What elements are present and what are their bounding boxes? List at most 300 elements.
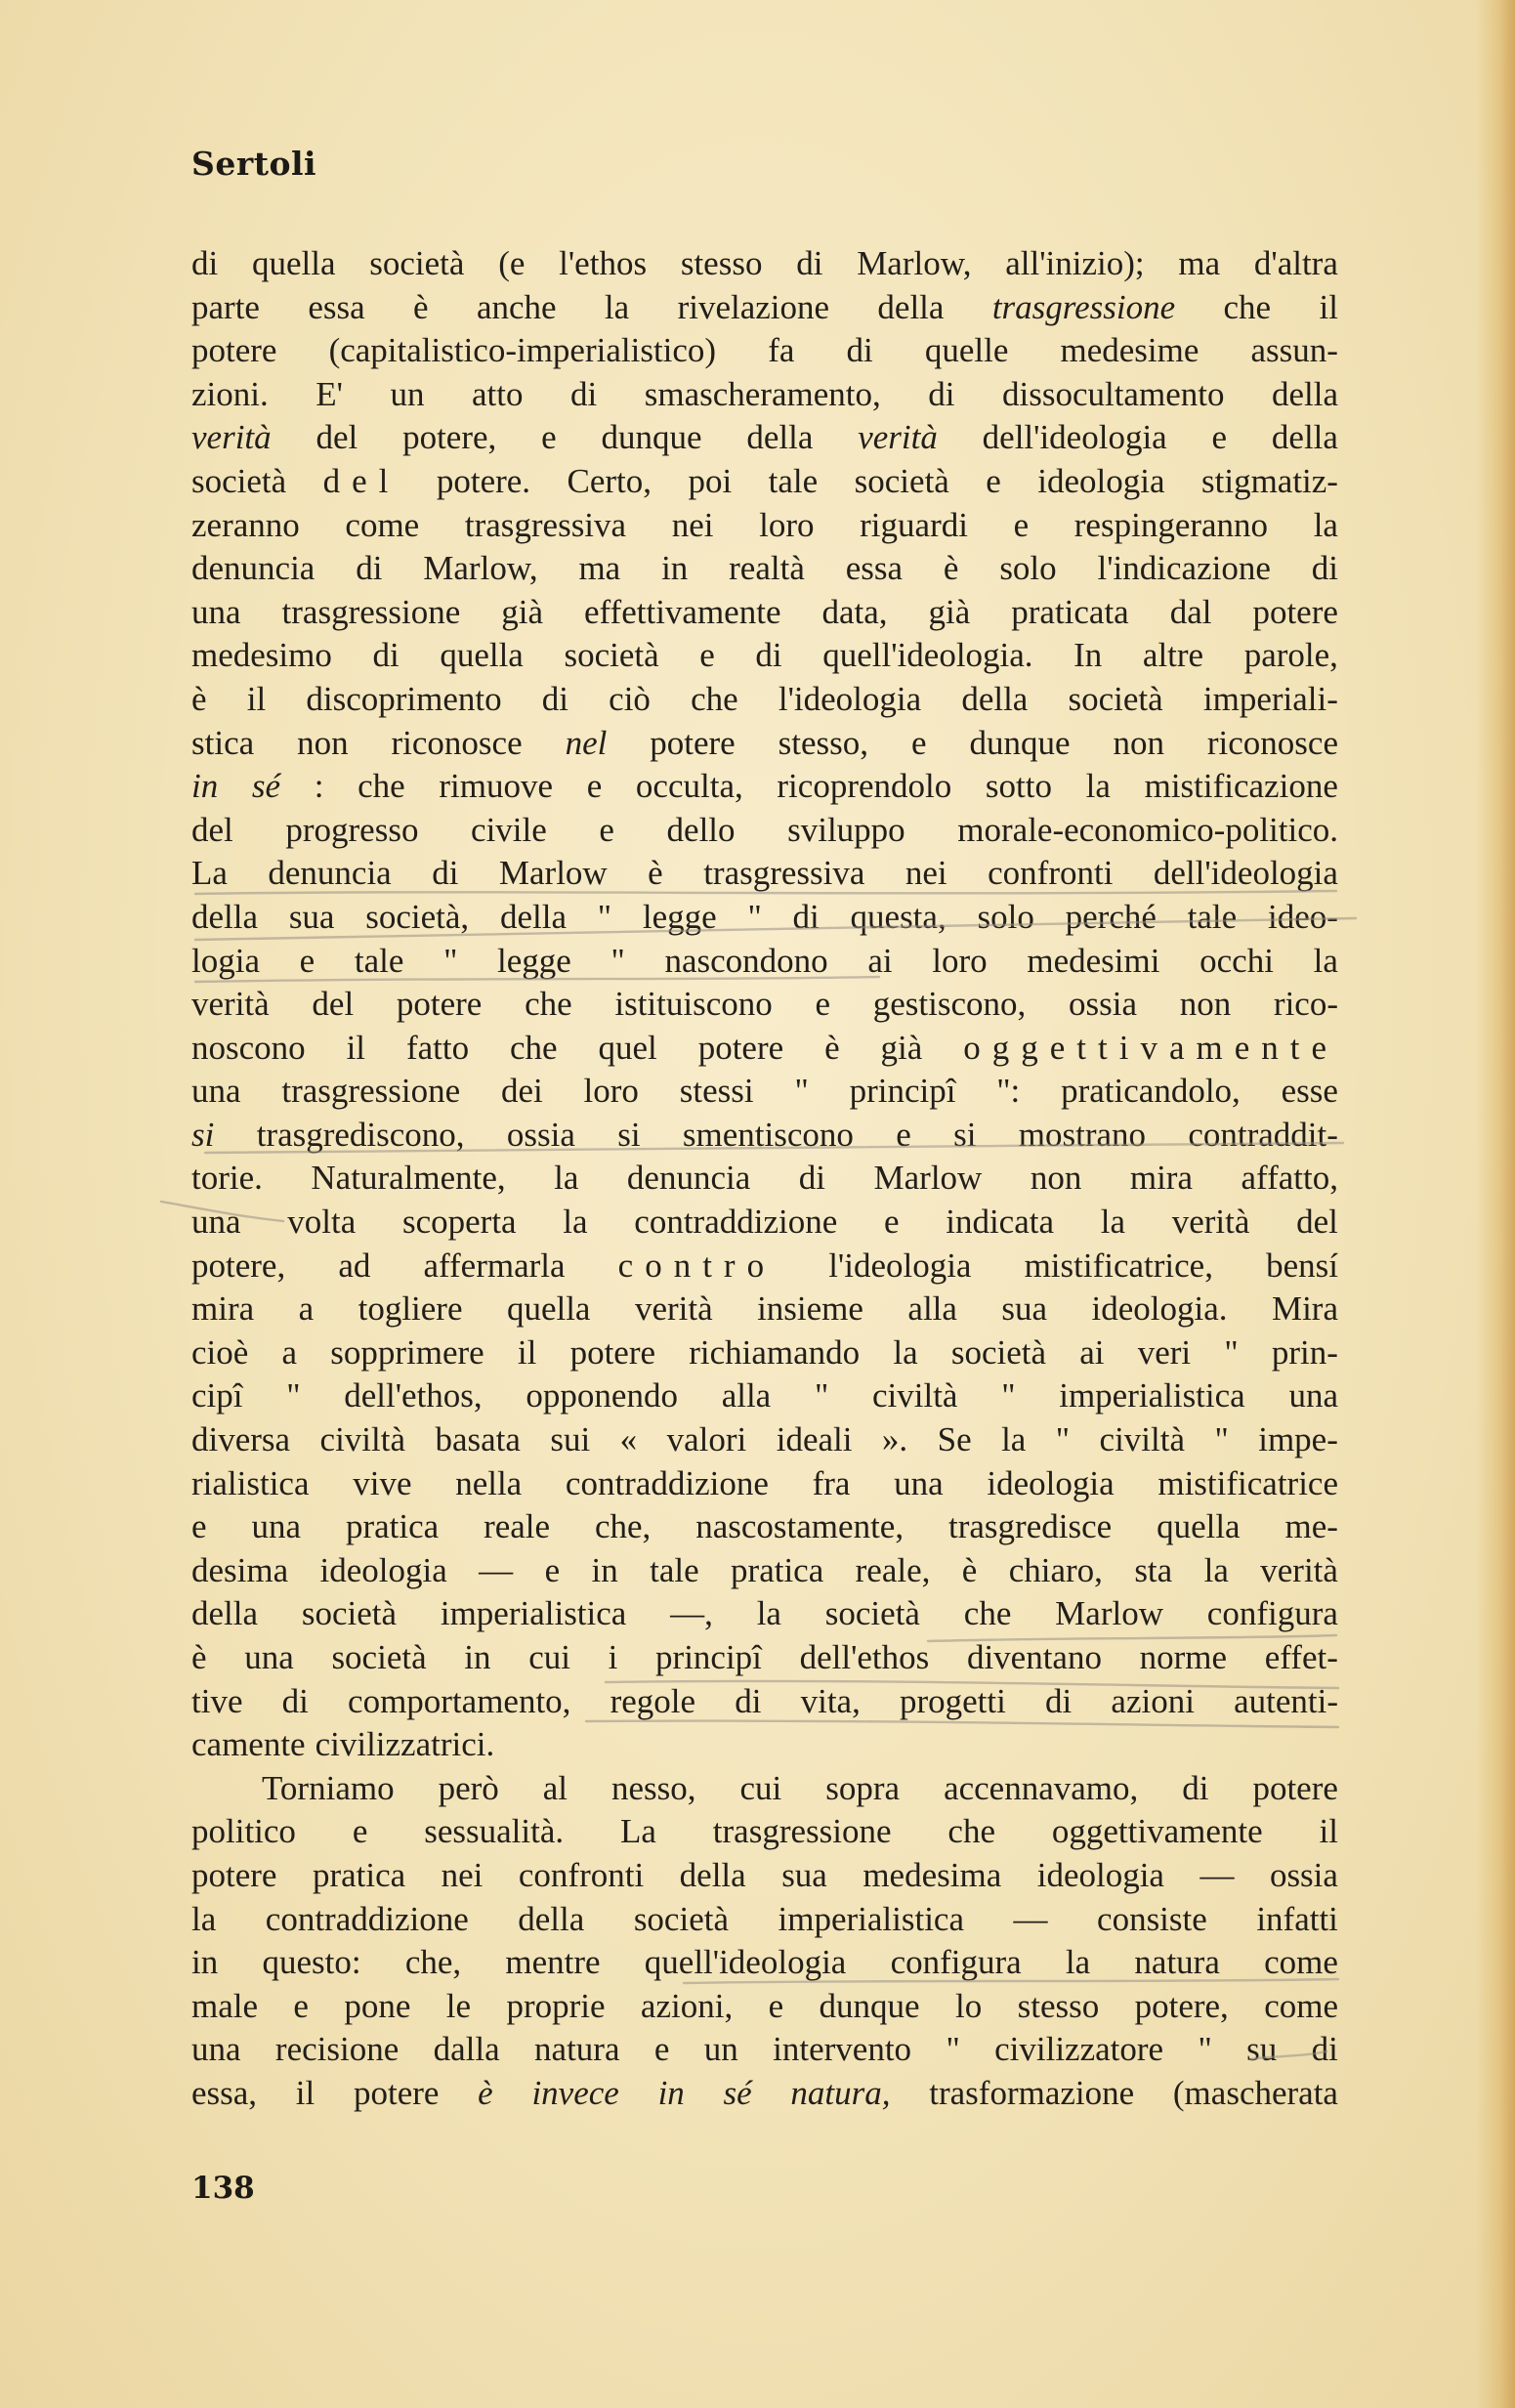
word: " — [286, 1376, 301, 1415]
word: medesimo — [191, 636, 332, 675]
word: Marlow, — [857, 244, 972, 282]
word: male — [191, 1986, 259, 2025]
word: infatti — [1256, 1899, 1338, 1938]
word: di — [796, 244, 823, 282]
word: tive — [191, 1681, 243, 1720]
word: cipî — [191, 1376, 243, 1415]
word: potere — [353, 2073, 440, 2112]
word: trasgredisce — [948, 1507, 1113, 1546]
word: verità — [634, 1289, 713, 1329]
word: di — [1311, 2030, 1338, 2069]
word: loro — [759, 505, 815, 544]
word: " — [443, 941, 458, 980]
word: pone — [344, 1986, 411, 2025]
word: cui — [528, 1638, 570, 1676]
word: al — [542, 1768, 568, 1807]
word: denuncia — [268, 854, 392, 893]
word: ideologia — [1037, 461, 1165, 500]
word: ai — [867, 941, 893, 980]
text-line — [191, 1767, 1338, 1811]
word: torie. — [191, 1159, 263, 1198]
word: sé — [251, 767, 281, 806]
word: società — [369, 244, 465, 282]
word: i — [608, 1638, 618, 1676]
word: il — [517, 1332, 537, 1372]
word: stigmatiz- — [1201, 461, 1338, 500]
word: desima — [191, 1550, 289, 1589]
word: assun- — [1250, 331, 1338, 370]
word: di — [1311, 549, 1338, 588]
word: la — [604, 287, 630, 326]
word: di — [1182, 1768, 1209, 1807]
word: opponendo — [526, 1376, 678, 1415]
word: — — [1013, 1899, 1048, 1938]
word: è — [191, 1638, 207, 1676]
word: ": — [996, 1072, 1021, 1111]
word: indicata — [946, 1203, 1055, 1242]
text-line — [191, 416, 1338, 460]
word: quelle — [924, 331, 1009, 370]
word: in — [191, 767, 219, 806]
word: rivelazione — [677, 287, 830, 326]
word: la — [893, 1332, 918, 1372]
word: ricoprendolo — [777, 767, 952, 806]
word: consiste — [1097, 1899, 1207, 1938]
word: dello — [666, 810, 736, 849]
word: stesso, — [778, 723, 869, 762]
word: Marlow, — [423, 549, 538, 588]
word: mira — [191, 1289, 255, 1329]
word: stesso — [1017, 1986, 1100, 2025]
word: verità — [858, 418, 938, 457]
word: denuncia — [191, 549, 316, 588]
text-line — [191, 1941, 1338, 1985]
word: civilizzatore — [994, 2030, 1164, 2069]
word: affatto, — [1241, 1159, 1338, 1198]
word: civiltà — [1099, 1420, 1186, 1459]
word: legge — [642, 897, 717, 936]
word: mistificazione — [1144, 767, 1338, 806]
word: trasformazione — [929, 2073, 1135, 2112]
text-line — [191, 2028, 1338, 2072]
text-line — [191, 1374, 1338, 1418]
word: — — [1199, 1855, 1235, 1894]
word: me- — [1284, 1507, 1338, 1546]
word: " — [597, 897, 612, 936]
word: trasgressione — [991, 287, 1176, 326]
word: confronti — [988, 854, 1114, 893]
running-head: Sertoli — [191, 145, 317, 183]
word: la — [1203, 1550, 1229, 1589]
word: una — [244, 1638, 294, 1676]
word: trasgressione — [281, 1072, 461, 1111]
word: di — [735, 1681, 762, 1720]
word: contraddizione — [634, 1203, 838, 1242]
word: ma — [1178, 244, 1221, 282]
word: e — [883, 1203, 900, 1242]
word: confronti — [518, 1855, 645, 1894]
word: veri — [1137, 1332, 1192, 1372]
word: che — [963, 1594, 1012, 1633]
word: è — [478, 2073, 493, 2112]
word: intervento — [773, 2030, 912, 2069]
word: richiamando — [689, 1332, 861, 1372]
page-number: 138 — [191, 2171, 255, 2206]
word: la — [554, 1159, 579, 1198]
word: l'ideologia — [778, 679, 922, 718]
word: che — [691, 679, 738, 718]
word: a — [281, 1332, 298, 1372]
body-text — [191, 242, 1338, 2116]
word: mira — [1129, 1159, 1193, 1198]
word: della — [1271, 418, 1338, 457]
word: dell'ethos — [799, 1638, 930, 1676]
word: " — [946, 2030, 960, 2069]
page-edge-shadow — [1476, 0, 1515, 2408]
word: chiaro, — [1008, 1550, 1103, 1589]
word: " — [1214, 1420, 1229, 1459]
word: ossia — [506, 1115, 575, 1154]
text-line — [191, 1418, 1338, 1462]
word: in — [591, 1550, 618, 1589]
text-line — [191, 242, 1338, 286]
word: la — [1313, 941, 1338, 980]
word: sessualità. — [424, 1812, 565, 1851]
word: quell'ideologia — [644, 1943, 847, 1982]
word: potere — [191, 331, 277, 370]
word: il — [295, 2073, 316, 2112]
word: tale — [354, 941, 404, 980]
word: rimuove — [439, 767, 554, 806]
word: contraddizione — [265, 1899, 469, 1938]
word: volta — [287, 1203, 357, 1242]
word: una — [251, 1507, 302, 1546]
text-line — [191, 547, 1338, 591]
word: perché — [1065, 897, 1157, 936]
word: medesimi — [1027, 941, 1160, 980]
word: e — [586, 767, 603, 806]
word: alla — [721, 1376, 772, 1415]
word: loro — [583, 1072, 639, 1111]
word: su — [1246, 2030, 1278, 2069]
word: non — [297, 723, 349, 762]
word: " — [747, 897, 762, 936]
word: ai — [1079, 1332, 1105, 1372]
word: della — [679, 1855, 746, 1894]
word: progetti — [899, 1681, 1006, 1720]
word: del — [312, 985, 355, 1024]
word: ossia — [1068, 985, 1137, 1024]
word: " — [1224, 1332, 1239, 1372]
word: zioni. — [191, 374, 269, 413]
word: che — [358, 767, 405, 806]
word: la — [563, 1203, 588, 1242]
word: politico — [191, 1812, 296, 1851]
word: del — [322, 461, 400, 500]
word: rialistica — [191, 1463, 310, 1502]
word: a — [298, 1289, 315, 1329]
word: Naturalmente, — [311, 1159, 506, 1198]
word: alla — [907, 1289, 957, 1329]
word: come — [345, 505, 420, 544]
word: di — [798, 1159, 825, 1198]
word: nel — [565, 723, 608, 762]
word: poi — [688, 461, 733, 500]
word: imperialistica — [440, 1594, 627, 1633]
text-line — [191, 286, 1338, 330]
word: ad — [338, 1246, 371, 1285]
word: di — [792, 897, 820, 936]
word: l'ideologia — [828, 1246, 972, 1285]
word: oggettivamente — [1051, 1812, 1263, 1851]
text-line — [191, 1331, 1338, 1375]
word: che — [510, 1028, 558, 1067]
word: una — [191, 592, 241, 631]
word: cioè — [191, 1332, 249, 1372]
word: sui — [550, 1420, 591, 1459]
word: già — [501, 592, 544, 631]
word: vita, — [800, 1681, 861, 1720]
word: verità — [191, 418, 272, 457]
word: in — [464, 1638, 491, 1676]
word: non — [1113, 723, 1164, 762]
word: del — [1296, 1203, 1338, 1242]
word: di — [755, 636, 782, 675]
word: dei — [500, 1072, 543, 1111]
word: fa — [768, 331, 795, 370]
text-line — [191, 809, 1338, 853]
word: civiltà — [871, 1376, 958, 1415]
word: civilizzatrici. — [315, 1725, 495, 1764]
text-line — [191, 765, 1338, 809]
word: di — [569, 374, 598, 413]
word: e — [815, 985, 831, 1024]
word: — — [479, 1550, 514, 1589]
word: il — [1319, 287, 1338, 326]
word: noscono — [191, 1028, 306, 1067]
word: nascondono — [664, 941, 828, 980]
word: sé — [723, 2073, 752, 2112]
word: " — [814, 1376, 829, 1415]
text-line — [191, 1985, 1338, 2029]
word: della — [961, 679, 1029, 718]
word: ideo- — [1267, 897, 1338, 936]
word: di — [928, 374, 955, 413]
word: e — [299, 941, 316, 980]
word: principî — [655, 1638, 762, 1676]
word: e — [544, 1550, 561, 1589]
word: realtà — [729, 549, 805, 588]
word: di — [432, 854, 459, 893]
word: del — [191, 810, 233, 849]
word: potere. — [436, 461, 531, 500]
word: Marlow — [498, 854, 608, 893]
word: potere — [697, 1028, 784, 1067]
word: e — [352, 1812, 368, 1851]
word: società — [191, 461, 287, 500]
word: come — [1264, 1943, 1338, 1982]
word: le — [445, 1986, 472, 2025]
text-line — [191, 1027, 1338, 1071]
word: Se — [937, 1420, 972, 1459]
word: quella — [506, 1289, 591, 1329]
word: d'altra — [1253, 244, 1338, 282]
word: dunque — [601, 418, 702, 457]
word: quella — [1157, 1507, 1241, 1546]
word: trasgressione — [712, 1812, 892, 1851]
word: il — [1319, 1812, 1338, 1851]
text-line — [191, 896, 1338, 940]
word: logia — [191, 941, 260, 980]
word: impe- — [1258, 1420, 1338, 1459]
word: (e — [498, 244, 526, 282]
word: potere, — [1134, 1986, 1229, 2025]
word: società, — [365, 897, 470, 936]
word: sotto — [985, 767, 1052, 806]
word: che — [525, 985, 572, 1024]
word: solo — [999, 549, 1057, 588]
word: nei — [671, 505, 714, 544]
word: già — [928, 592, 971, 631]
word: esse — [1281, 1072, 1338, 1111]
word: e — [768, 1986, 784, 2025]
text-line — [191, 1201, 1338, 1245]
word: nei — [905, 854, 947, 893]
word: potere — [191, 1855, 277, 1894]
word: verità — [1260, 1550, 1338, 1589]
word: " — [610, 941, 625, 980]
word: la — [191, 1899, 217, 1938]
word: sta — [1134, 1550, 1173, 1589]
word: però — [438, 1768, 499, 1807]
text-line — [191, 373, 1338, 417]
word: imperialistica — [1059, 1376, 1245, 1415]
word: dell'ideologia — [982, 418, 1167, 457]
word: e — [541, 418, 557, 457]
word: solo — [977, 897, 1034, 936]
text-line — [191, 940, 1338, 984]
word: il — [246, 679, 267, 718]
word: società — [564, 636, 659, 675]
word: in — [191, 1943, 219, 1982]
word: trasgressione — [281, 592, 461, 631]
text-line — [191, 678, 1338, 722]
word: cui — [739, 1768, 782, 1807]
word: è — [824, 1028, 840, 1067]
word: (capitalistico-imperialistico) — [328, 331, 717, 370]
text-line — [191, 1723, 1338, 1767]
word: essa — [845, 549, 904, 588]
word: contraddizione — [565, 1463, 769, 1502]
word: un — [390, 374, 425, 413]
word: nei — [441, 1855, 484, 1894]
word: verità — [191, 985, 270, 1024]
word: tale — [768, 461, 819, 500]
text-line — [191, 1462, 1338, 1506]
word: e — [191, 1507, 207, 1546]
word: Marlow — [1055, 1594, 1163, 1633]
word: progresso — [285, 810, 419, 849]
text-line — [191, 1549, 1338, 1593]
word: non — [1030, 1159, 1082, 1198]
word: istituiscono — [614, 985, 773, 1024]
word: mistificatrice — [1157, 1463, 1338, 1502]
word: della — [518, 1899, 585, 1938]
word: società — [331, 1638, 427, 1676]
word: della — [191, 1594, 259, 1633]
text-line — [191, 504, 1338, 548]
word: e — [1013, 505, 1030, 544]
word: quella — [440, 636, 524, 675]
word: contraddit- — [1188, 1115, 1338, 1154]
word: ma — [578, 549, 621, 588]
word: valori — [666, 1420, 747, 1459]
word: e — [986, 461, 1001, 500]
word: smascheramento, — [644, 374, 881, 413]
word: potere — [1252, 1768, 1338, 1807]
word: contro — [617, 1246, 777, 1285]
word: stessi — [679, 1072, 754, 1111]
text-line — [191, 2072, 1338, 2116]
word: di — [356, 549, 383, 588]
word: denuncia — [626, 1159, 751, 1198]
text-line — [191, 1854, 1338, 1898]
word: loro — [932, 941, 988, 980]
word: trasgrediscono, — [256, 1115, 465, 1154]
text-line — [191, 1592, 1338, 1636]
word: società — [1068, 679, 1163, 718]
word: all'inizio); — [1005, 244, 1145, 282]
word: imperialistica — [778, 1899, 964, 1938]
word: è — [648, 854, 663, 893]
word: effet- — [1264, 1638, 1338, 1676]
word: potere — [650, 723, 736, 762]
word: società — [824, 1594, 920, 1633]
word: lo — [954, 1986, 983, 2025]
word: principî — [849, 1072, 956, 1111]
word: discoprimento — [306, 679, 502, 718]
word: sopprimere — [330, 1332, 484, 1372]
word: mentre — [505, 1943, 601, 1982]
word: altre — [1142, 636, 1204, 675]
word: morale-economico-politico. — [957, 810, 1338, 849]
word: oggettivamente — [963, 1028, 1338, 1067]
word: la — [1100, 1203, 1125, 1242]
word: l'ethos — [559, 244, 648, 282]
text-line — [191, 852, 1338, 896]
word: tale — [650, 1550, 699, 1589]
word: E' — [316, 374, 343, 413]
word: una — [191, 2030, 241, 2069]
word: la — [1065, 1943, 1091, 1982]
word: natura — [534, 2030, 620, 2069]
word: l'indicazione — [1097, 549, 1271, 588]
word: di — [1045, 1681, 1073, 1720]
word: Certo, — [567, 461, 652, 500]
word: essa, — [191, 2073, 258, 2112]
text-line — [191, 1245, 1338, 1288]
word: reale, — [855, 1550, 931, 1589]
word: in — [657, 2073, 685, 2112]
word: civiltà — [319, 1420, 405, 1459]
word: che, — [404, 1943, 462, 1982]
word: società — [950, 1332, 1047, 1372]
word: è — [961, 1550, 978, 1589]
word: e — [896, 1115, 911, 1154]
word: vive — [353, 1463, 412, 1502]
word: atto — [471, 374, 524, 413]
word: già — [880, 1028, 923, 1067]
